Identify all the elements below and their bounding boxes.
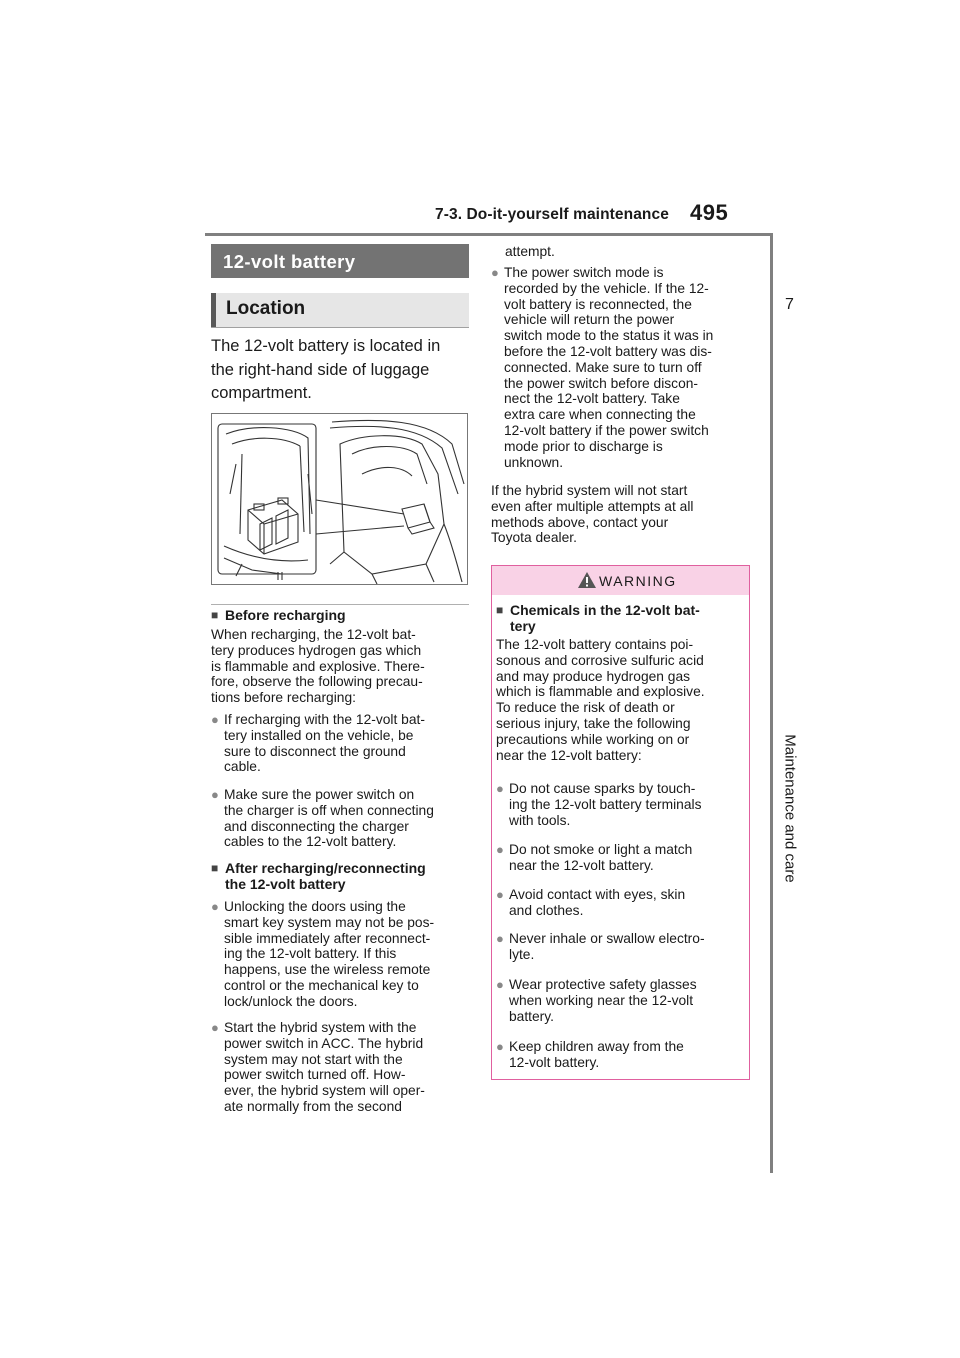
text-line: control or the mechanical key to: [224, 977, 419, 993]
luggage-compartment-drawing: [212, 414, 467, 584]
text-line: happens, use the wireless remote: [224, 962, 431, 978]
text-line: ● Start the hybrid system with the: [224, 1020, 417, 1035]
before-recharging-heading: [211, 607, 469, 623]
chapter-caption-text: Maintenance and care: [781, 734, 799, 883]
topic-title: 12-volt battery: [223, 251, 356, 272]
warning-heading: [496, 602, 746, 634]
text-line: ● The power switch mode is: [504, 265, 664, 280]
text-line: and clothes.: [509, 902, 584, 918]
bullet-item: [211, 712, 469, 775]
text-line: 12-volt battery if the power switch: [504, 422, 709, 438]
text-line: lyte.: [509, 946, 535, 962]
chapter-number: 7: [785, 296, 794, 313]
warning-bullet: [496, 1039, 746, 1071]
text-line: methods above, contact your: [491, 514, 669, 530]
text-line: ● Make sure the power switch on: [224, 787, 415, 802]
battery-location-illustration: [211, 413, 468, 585]
text-line: vehicle will return the power: [504, 312, 675, 328]
text-line: and may produce hydrogen gas: [496, 668, 691, 684]
location-text: [211, 335, 469, 406]
location-heading-bar: [211, 293, 469, 327]
bullet-item: [211, 787, 469, 850]
text-line: connected. Make sure to turn off: [504, 359, 702, 375]
text-line: ● Never inhale or swallow electro-: [509, 931, 705, 946]
warning-bullet: [496, 977, 746, 1024]
text-line: the charger is off when connecting: [224, 802, 434, 818]
continuation-text: attempt.: [505, 244, 555, 259]
text-line: ing the 12-volt battery. If this: [224, 946, 397, 962]
text-line: The 12-volt battery contains poi-: [496, 637, 694, 652]
warning-text: [496, 637, 746, 763]
topic-title-bar: [211, 244, 469, 278]
warning-bullet: [496, 842, 746, 874]
heading-line: tery: [510, 618, 536, 634]
text-line: ate normally from the second: [224, 1098, 402, 1114]
text-line: sonous and corrosive sulfuric acid: [496, 652, 704, 668]
closing-text: [491, 483, 753, 546]
text-line: sure to disconnect the ground: [224, 743, 406, 759]
text-line: ● Wear protective safety glasses: [509, 977, 697, 992]
location-heading: Location: [226, 298, 306, 319]
header-rule: [205, 233, 772, 236]
text-line: fore, observe the following precau-: [211, 674, 423, 690]
text-line: To reduce the risk of death or: [496, 700, 675, 716]
text-line: ● Do not cause sparks by touch-: [509, 781, 696, 796]
text-line: cables to the 12-volt battery.: [224, 834, 397, 850]
text-line: precautions while working on or: [496, 731, 690, 747]
text-line: smart key system may not be pos-: [224, 914, 435, 930]
text-line: tery installed on the vehicle, be: [224, 727, 414, 743]
warning-triangle-icon: [577, 571, 597, 589]
text-line: serious injury, take the following: [496, 715, 691, 731]
after-recharging-heading: [211, 860, 469, 892]
text-line: ● Unlocking the doors using the: [224, 899, 406, 914]
warning-header: [492, 566, 749, 595]
text-line: nect the 12-volt battery. Take: [504, 391, 680, 407]
figure-rule: [211, 604, 469, 605]
text-line: which is flammable and explosive.: [496, 684, 705, 700]
text-line: ● Do not smoke or light a match: [509, 842, 693, 857]
location-line: the right-hand side of luggage: [211, 360, 430, 379]
text-line: 12-volt battery.: [509, 1054, 600, 1070]
text-line: near the 12-volt battery:: [496, 747, 642, 763]
text-line: ● Keep children away from the: [509, 1039, 684, 1054]
page-number: 495: [690, 200, 729, 225]
section-title: 7-3. Do-it-yourself maintenance: [435, 206, 669, 223]
text-line: unknown.: [504, 454, 564, 470]
text-line: volt battery is reconnected, the: [504, 296, 692, 312]
before-recharging-text: [211, 627, 469, 706]
bullet-item: [491, 265, 753, 470]
text-line: switch mode to the status it was in: [504, 328, 714, 344]
text-line: cable.: [224, 759, 261, 775]
text-line: even after multiple attempts at all: [491, 498, 694, 514]
text-line: If the hybrid system will not start: [491, 483, 688, 498]
text-line: when working near the 12-volt: [509, 992, 694, 1008]
text-line: mode prior to discharge is: [504, 438, 663, 454]
text-line: system may not start with the: [224, 1051, 403, 1067]
bullet-item: [211, 1020, 469, 1115]
warning-bullet: [496, 887, 746, 919]
heading-text: Before recharging: [225, 607, 346, 623]
text-line: ● If recharging with the 12-volt bat-: [224, 712, 425, 727]
text-line: and disconnecting the charger: [224, 818, 409, 834]
location-line: compartment.: [211, 384, 312, 402]
text-line: power switch in ACC. The hybrid: [224, 1035, 424, 1051]
text-line: recorded by the vehicle. If the 12-: [504, 280, 709, 296]
chapter-tab-bar: [770, 233, 773, 1173]
location-rule: [211, 327, 469, 328]
text-line: ing the 12-volt battery terminals: [509, 796, 702, 812]
heading-line: the 12-volt battery: [225, 876, 346, 892]
text-line: ● Avoid contact with eyes, skin: [509, 887, 686, 902]
text-line: with tools.: [509, 812, 571, 828]
text-line: Toyota dealer.: [491, 530, 577, 546]
text-line: ever, the hybrid system will oper-: [224, 1083, 425, 1099]
text-line: When recharging, the 12-volt bat-: [211, 627, 416, 642]
text-line: tery produces hydrogen gas which: [211, 642, 422, 658]
bullet-item: [211, 899, 469, 1010]
text-line: the power switch before discon-: [504, 375, 699, 391]
warning-bullet: [496, 781, 746, 828]
text-line: extra care when connecting the: [504, 407, 696, 423]
text-line: is flammable and explosive. There-: [211, 658, 425, 674]
text-line: tions before recharging:: [211, 690, 356, 706]
heading-line: ■ After recharging/reconnecting: [225, 860, 426, 876]
text-line: near the 12-volt battery.: [509, 857, 654, 873]
warning-bullet: [496, 931, 746, 963]
text-line: battery.: [509, 1008, 554, 1024]
text-line: sible immediately after reconnect-: [224, 930, 431, 946]
text-line: before the 12-volt battery was dis-: [504, 343, 712, 359]
location-line: The 12-volt battery is located in: [211, 337, 441, 355]
heading-line: ■ Chemicals in the 12-volt bat-: [510, 602, 700, 618]
warning-label: WARNING: [599, 573, 677, 589]
text-line: power switch turned off. How-: [224, 1067, 406, 1083]
text-line: lock/unlock the doors.: [224, 993, 358, 1009]
